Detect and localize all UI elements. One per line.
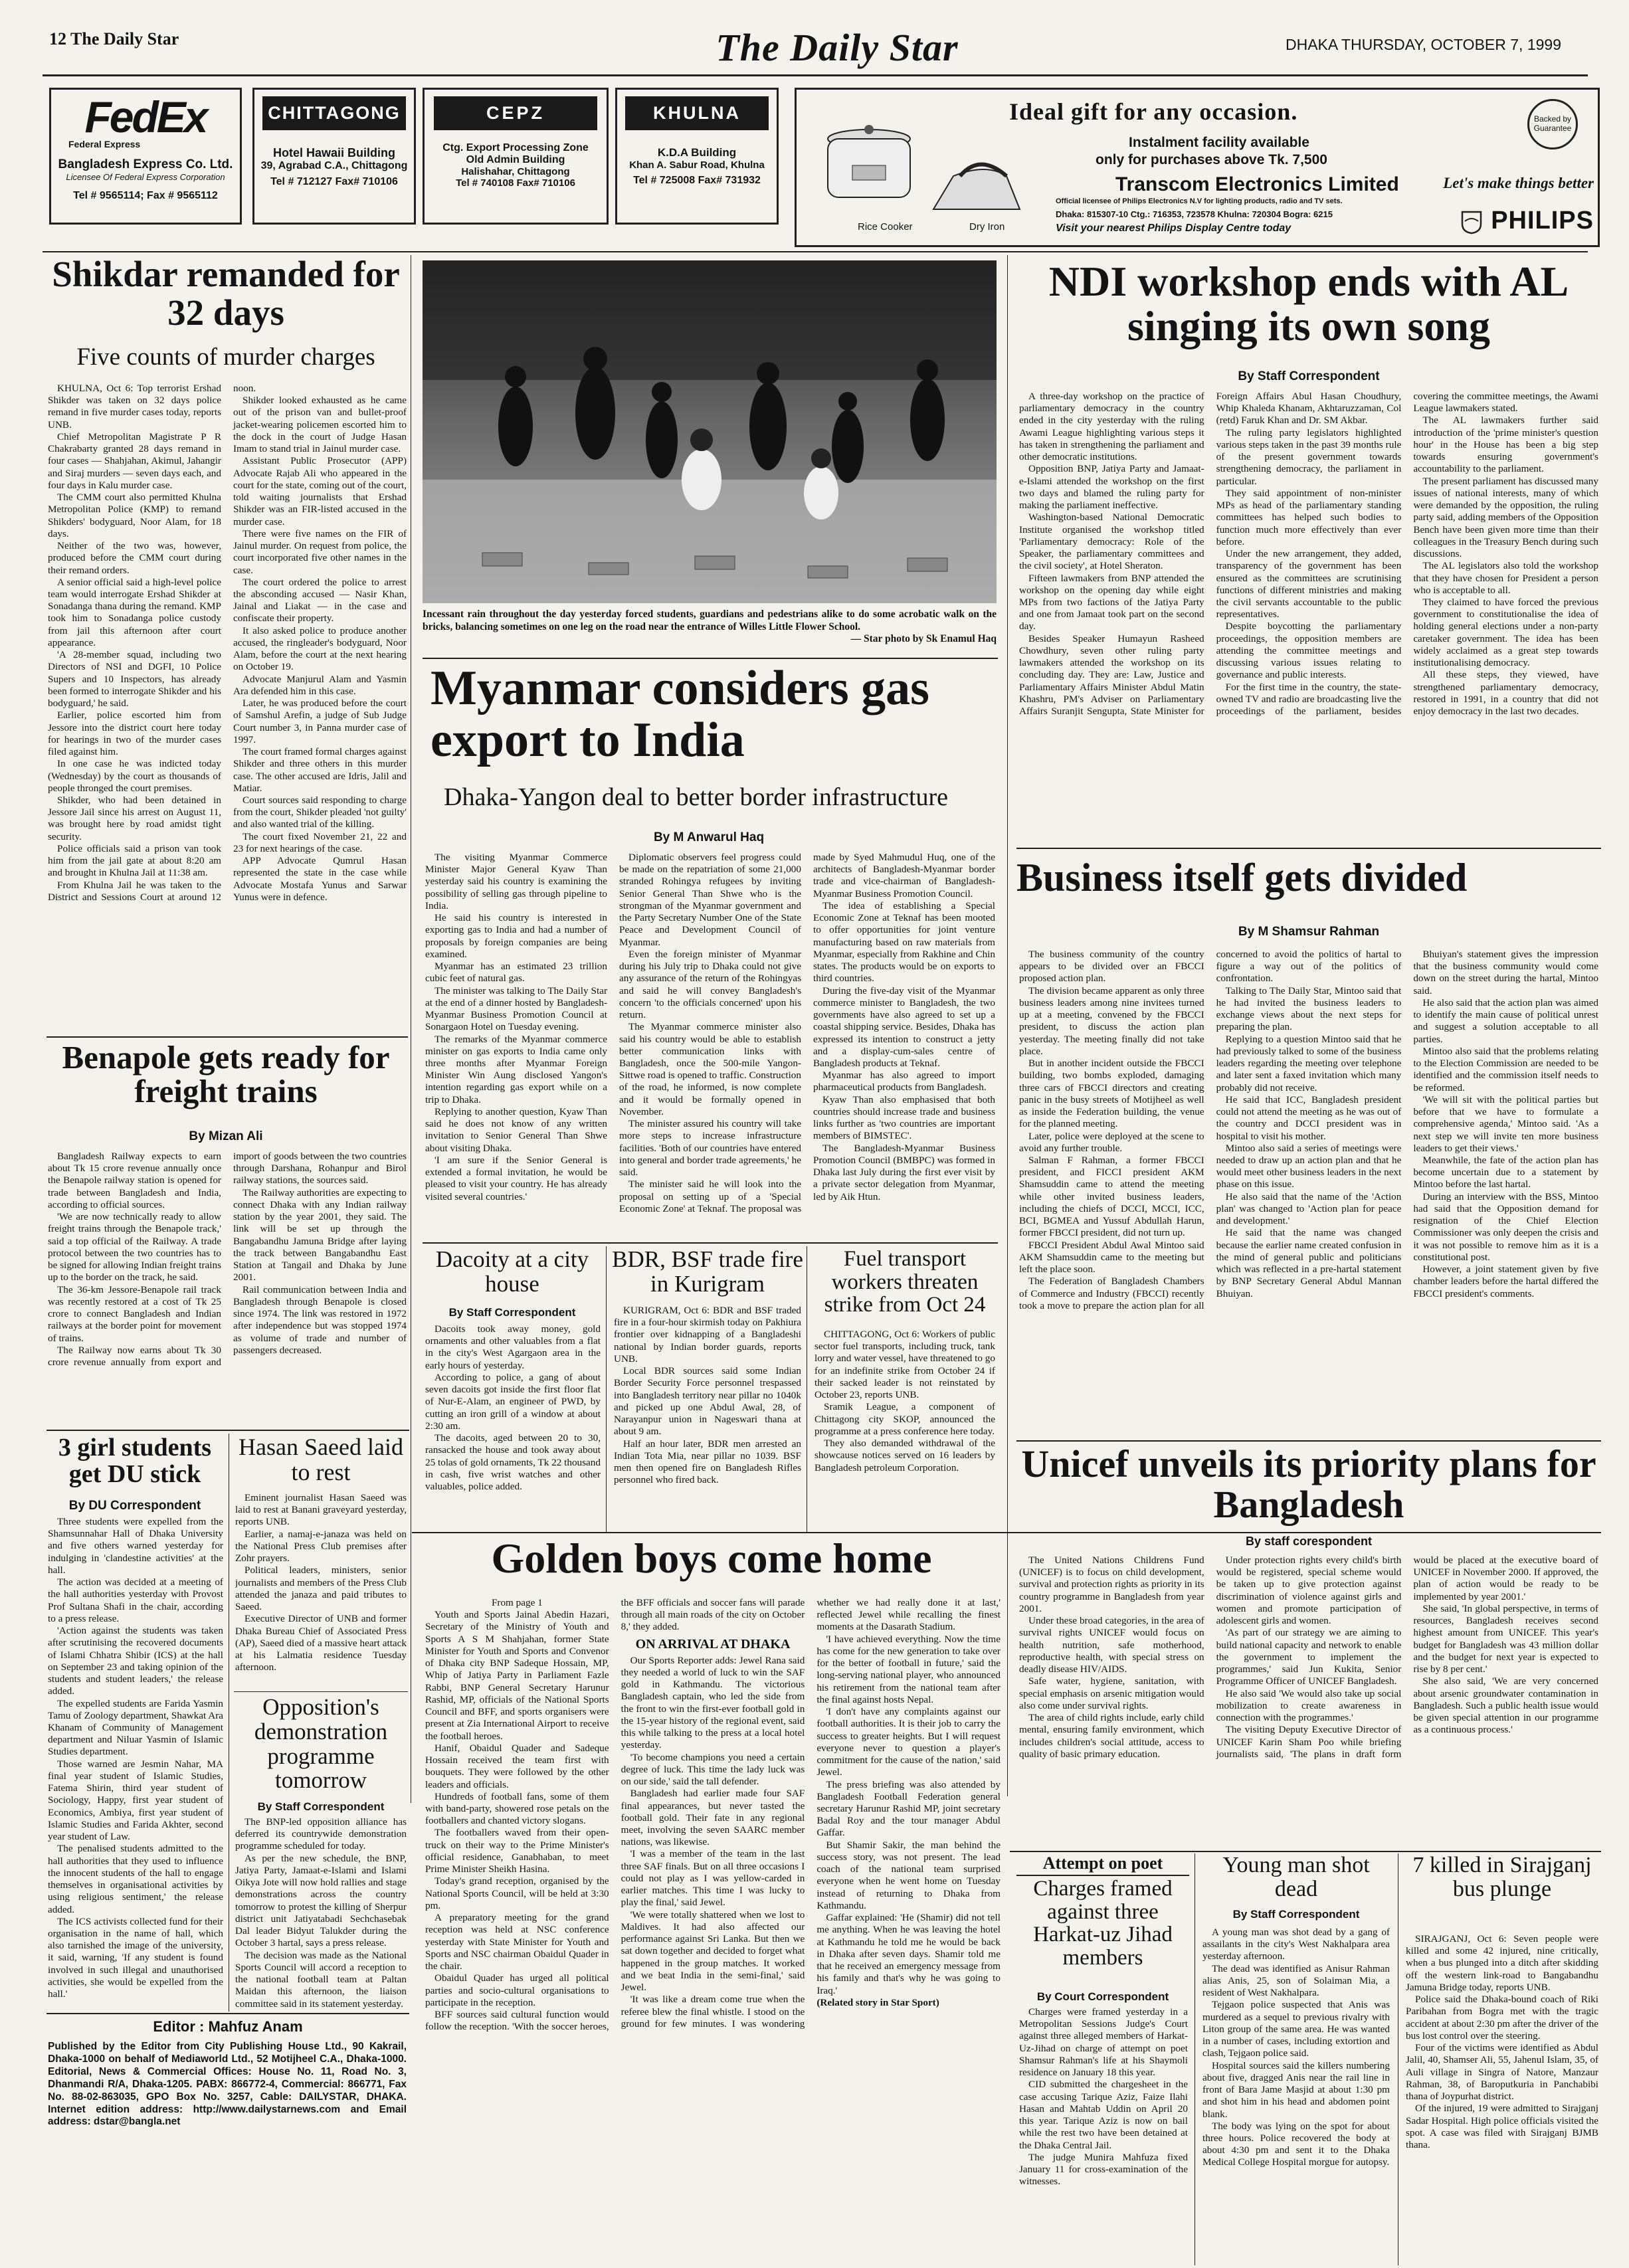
paragraph: Fifteen lawmakers from BNP attended the workshop on the opening day while eight MPs from two factions of the Jatiya Party and one from Jamaat took part on the second day.	[1019, 572, 1204, 632]
business-body	[1019, 949, 1598, 1435]
benapole-headline: Benapole gets ready for freight trains	[62, 1039, 390, 1110]
paragraph: 'We are now technically ready to allow freight trains through the Benapole track,' said a top official of the Railway. A trade protocol between the two countries has to be signed for allowing Indian freight trains up to the border on the track, he said.	[48, 1211, 221, 1283]
paragraph: The BNP-led opposition alliance has deferred its countrywide demonstration programme scheduled for today.	[235, 1816, 407, 1852]
chittagong-address: 39, Agrabad C.A., Chittagong	[260, 160, 408, 171]
paragraph: She also said, 'We are very concerned about arsenic groundwater contamination in Bangladesh. Such a public health issue would be given special attention in our programme as a continuous process.'	[1413, 1675, 1598, 1736]
cepz-line1: Ctg. Export Processing Zone	[442, 142, 589, 153]
paragraph: A young man was shot dead by a gang of assailants in the city's West Nakhalpara area yesterday afternoon.	[1202, 1927, 1390, 1962]
attempt-byline: By Court Correspondent	[1036, 1990, 1169, 2003]
rain-photo	[423, 260, 997, 603]
paragraph: 'We were totally shattered when we lost to Maldives. It had also affected our performance against Sri Lanka. But then we sat down together and decided to forget what happened in the group matches. It worked and we beat India in the semi-final,' said Jewel.	[621, 1909, 805, 1994]
paragraph: The visiting Deputy Executive Director of UNICEF Karin Sham Poo while briefing journalists said, 'The plans in draft form would be placed at the executive board of UNICEF in November 2000. If approved, the plan of action would be ready to be implemented by year 2001.'	[1216, 1555, 1598, 1760]
page-number: 12 The Daily Star	[49, 29, 179, 48]
paragraph: But in another incident outside the FBCCI building, two bombs exploded, damaging three cars of FBCCI directors and creating panic in the busy streets of Motijheel as well as inside the Federation building, the venue for the planned meeting.	[1019, 1058, 1204, 1130]
paragraph: The dead was identified as Anisur Rahman alias Anis, 25, son of Solaiman Mia, a resident of West Nakhalpara.	[1202, 1962, 1390, 1999]
col-sep-2	[1007, 255, 1008, 1796]
paragraph: Replying to a question Mintoo said that he had previously talked to some of the business leaders regarding the meeting over telephone and later sent a faxed invitation which many probably did not receive.	[1216, 1033, 1402, 1093]
paragraph: The 36-km Jessore-Benapole rail track was recently restored at a cost of Tk 25 crore to connect Bangladesh and Indian railways at the border point for movement of trains.	[48, 1283, 221, 1344]
paragraph: Four of the victims were identified as Abdul Jalil, 40, Shamser Ali, 55, Jahenul Islam, 35, of Auli village in Singra of Natore, Manzaur Rahman, 38, of Baroputkuria in Panchabibi thana of Joypurhat district.	[1406, 2042, 1598, 2103]
shikdar-rule	[47, 1036, 408, 1038]
paragraph: He said that ICC, Bangladesh president could not attend the meeting as he was out of the country and DCCI president was in hospital to visit his mother.	[1216, 1093, 1402, 1142]
paragraph: The press briefing was also attended by Bangladesh Football Federation general secretary Harunur Rashid MP, joint secretary Badal Roy and the tour manager Abdul Gaffar.	[816, 1778, 1001, 1839]
paragraph: Political leaders, ministers, senior journalists and members of the Press Club attended the janaza and paid tributes to Saeed.	[235, 1564, 407, 1613]
fedex-licensee: Licensee Of Federal Express Corporation	[66, 172, 225, 182]
paragraph: The footballers waved from their open-truck on their way to the Prime Minister's official residence, Ganabhaban, to meet Prime Minister Sheikh Hasina.	[425, 1827, 609, 1875]
chittagong-building: Hotel Hawaii Building	[272, 146, 395, 159]
paragraph: Diplomatic observers feel progress could be made on the repatriation of some 21,000 stranded Rohingya refugees by inviting Senior General Than Shwe who is the strongman of the Myanmar government and the Party Secretary Number One of the State Peace and Development Council of Myanmar.	[619, 852, 801, 948]
paragraph: However, a joint statement given by five chamber leaders before the hartal differed the FBCCI president's comments.	[1413, 1264, 1598, 1299]
paragraph: Opposition BNP, Jatiya Party and Jamaat-e-Islami attended the workshop on the first two days and blamed the ruling party for making the parliament ineffective.	[1019, 463, 1204, 512]
philips-company: Transcom Electronics Limited	[1115, 173, 1399, 195]
paragraph: Besides Speaker Humayun Rasheed Chowdhury, seven other ruling party lawmakers attended the workshop on its concluding day. They are: Law, Justice and Parliamentary Affairs Minister Abdul Matin Khashru, PM's Adviser on Parliamentary Affairs Suranjit Sengupta, State Minister for Foreign Affairs Abul Hasan Choudhury, Whip Khaleda Khanam, Akhtaruzzaman, Col (retd) Faruk Khan and Dr. SM Akbar.	[1019, 391, 1402, 717]
benapole-rule-left	[47, 1430, 409, 1431]
ndi-rule	[1016, 848, 1601, 849]
paragraph: Assistant Public Prosecutor (APP) Advocate Rajab Ali who appeared in the court for the state, coming out of the court, told waiting journalists that Ershad Shikder was an FIR-listed accused in the murder case.	[233, 455, 407, 527]
paragraph: Those warned are Jesmin Nahar, MA final year student of Islamic Studies, Fatema Shirin, third year student of Sociology, Happy, first year student of Economics, Ambiya, first year student of Islamic Studies and Farida Akhter, second year student of Law.	[48, 1758, 223, 1843]
paragraph: Bhuiyan's statement gives the impression that the business community would come down on the street during the hartal, Mintoo said.	[1413, 949, 1598, 996]
khulna-line1: K.D.A Building	[657, 146, 737, 159]
paragraph: The CMM court also permitted Khulna Metropolitan Police (KMP) to remand Shikders' bodyguard, Noor Alam, for 18 days.	[48, 492, 221, 539]
paragraph: 'As part of our strategy we are aiming to build national capacity and network to enable the government to implement the programmes,' said Jun Kukita, Senior Programme Officer of UNICEF Bangladesh.	[1216, 1627, 1402, 1687]
paragraph: Myanmar has an estimated 23 trillion cubic feet of natural gas.	[425, 961, 607, 985]
imprint-editor: Editor : Mahfuz Anam	[153, 2018, 303, 2035]
paragraph: Bangladesh had earlier made four SAF final appearances, but never tasted the football gold. Their fate in any regional meet, involving the seven SAARC member nations, was likewise.	[621, 1788, 805, 1848]
philips-shield-icon	[1461, 211, 1482, 235]
attempt-body	[1019, 2006, 1188, 2268]
paragraph: Mintoo also said that the problems relating to the Election Commission are needed to be identified and the commission itself needs to be reformed.	[1413, 1045, 1598, 1093]
paragraph: The idea of establishing a Special Economic Zone at Teknaf has been mooted to offer opportunities for joint venture manufacturing based on raw materials from Myanmar, especially from Rakhine and Chin states. The products would be on exports to third countries.	[813, 899, 995, 985]
ads-rule	[43, 251, 1588, 252]
paragraph: The court ordered the police to arrest the absconding accused — Nasir Khan, Jainal and Liakat — in the case and confiscate their property.	[233, 576, 407, 624]
paragraph: Kyaw Than also emphasised that both countries should increase trade and business links further as 'two countries are important members of BIMSTEC'.	[813, 1093, 995, 1142]
paragraph: The Myanmar commerce minister also said his country would be able to establish better communication links with Bangladesh, once the 500-mile Yangon-Sittwe road is opened to traffic. Construction of the road, he informed, is now complete and it would be formally opened in November.	[619, 1021, 801, 1117]
paragraph: KURIGRAM, Oct 6: BDR and BSF traded fire in a four-hour skirmish today on Pakhiura frontier over kidnapping of a Bangladeshi national by Indian border guards, reports UNB.	[614, 1305, 801, 1365]
rain-photo-caption	[423, 609, 997, 646]
paragraph: A preparatory meeting for the grand reception was held at NSC conference yesterday with State Minister for Youth and Sports and NSC chairman Obaidul Quader in the chair.	[425, 1912, 609, 1972]
guarantee-seal	[1527, 99, 1578, 149]
paragraph: Today's grand reception, organised by the National Sports Council, will be held at 3:30 pm.	[425, 1875, 609, 1911]
paragraph: A three-day workshop on the practice of parliamentary democracy in the country ended in the city yesterday with the ruling Awami League highlighting various steps it has taken in strengthening the parliament and other democratic institutions.	[1019, 391, 1204, 463]
paragraph: During an interview with the BSS, Mintoo had said that the Opposition demand for resignation of the Chief Election Commissioner was only deepen the crisis and it was not possible to remove him as it is a constitutional post.	[1413, 1190, 1598, 1263]
du-body	[48, 1516, 223, 2008]
imprint-text: Published by the Editor from City Publishing House Ltd., 90 Kakrail, Dhaka-1000 on behalf of Mediaworld Ltd., 52 Motijheel C.A., Dhaka-1000. Editorial, News & Commercial Offices: House No. 11, Road No. 3, Dhanmandi R/A, Dhaka-1205. PABX: 866772-4, Commercial: 866771, Fax No. 88-02-863035, GPO Box No. 3257, Cable: DAILYSTAR, DHAKA. Internet edition address: http://www.dailystarnews.com and Email address: dstar@bangla.net	[48, 2041, 407, 2128]
business-headline: Business itself gets divided	[1016, 856, 1468, 899]
young-headline: Young man shot dead	[1222, 1853, 1370, 1901]
paragraph: Advocate Manjurul Alam and Yasmin Ara defended him in this case.	[233, 673, 407, 697]
paragraph: The judge Munira Mahfuza fixed January 11 for cross-examination of the witnesses.	[1019, 2151, 1188, 2188]
paragraph: The AL lawmakers further said introduction of the 'prime minister's question hour' in the House has been a big step towards ensuring government's accountability to the parliament.	[1413, 415, 1598, 475]
related-story: (Related story in Star Sport)	[816, 1996, 939, 2008]
paragraph: Sramik League, a component of Chittagong city SKOP, announced the programme at a press conference here today.	[814, 1401, 995, 1437]
paragraph: Under these broad categories, in the area of survival rights UNICEF would focus on health nutrition, safe motherhood, reproductive health, with special stress on deadly disease HIV/AIDS.	[1019, 1615, 1204, 1675]
fedex-ad	[49, 88, 242, 225]
paragraph: Hundreds of football fans, some of them with band-party, showered rose petals on the footballers and chanted victory slogans.	[425, 1790, 609, 1827]
masthead-logo: The Daily Star	[716, 26, 959, 69]
paragraph: Police said the Dhaka-bound coach of Riki Paribahan from Bogra met with the tragic accident at about 2:30 pm after the driver of the bus lost control over the steering.	[1406, 1994, 1598, 2041]
unicef-body	[1019, 1555, 1598, 1847]
paragraph: The action was decided at a meeting of the hall authorities yesterday with Provost Prof Sultana Shafi in the chair, according to a press release.	[48, 1576, 223, 1624]
philips-offer2: only for purchases above Tk. 7,500	[1096, 152, 1327, 167]
paragraph: The United Nations Childrens Fund (UNICEF) is to focus on child development, survival and protection rights as priority in its country programme in Bangladesh from year 2001.	[1019, 1555, 1204, 1614]
paragraph: Dacoits took away money, gold ornaments and other valuables from a flat in the city's West Agargaon area in the early hours of yesterday.	[425, 1323, 601, 1371]
ndi-headline: NDI workshop ends with AL singing its own song	[1048, 258, 1569, 350]
paragraph: The visiting Myanmar Commerce Minister Major General Kyaw Than yesterday said his country is examining the possibility of selling gas through pipeline to India.	[425, 852, 607, 911]
dateline: DHAKA THURSDAY, OCTOBER 7, 1999	[1285, 36, 1561, 53]
rain-photo-credit: — Star photo by Sk Enamul Haq	[850, 633, 997, 645]
subhead: ON ARRIVAL AT DHAKA	[635, 1636, 791, 1652]
rice-cooker-illustration	[813, 119, 925, 212]
paragraph: Later, police were deployed at the scene to avoid any further trouble.	[1019, 1130, 1204, 1154]
paragraph: Despite boycotting the parliamentary proceedings, the opposition members are attending the committee meetings and discussing various issues relating to governance and public interests.	[1216, 620, 1402, 681]
paragraph: Even the foreign minister of Myanmar during his July trip to Dhaka could not give any assurance of the return of the Rohingyas and said he will convey Bangladesh's concern 'to the officials concerned' upon his return.	[619, 948, 801, 1021]
cepz-line2: Old Admin Building	[466, 154, 565, 165]
paragraph: Tejgaon police suspected that Anis was murdered as a sequel to previous rivalry with Liton group of the same area. He was wanted in a number of cases, including extortion and clash, Tejgaon police said.	[1202, 1999, 1390, 2059]
golden-headline: Golden boys come home	[491, 1535, 932, 1582]
paragraph: They said appointment of non-minister MPs as head of the parliamentary standing committees has helped such bodies to function much more effectively than ever before.	[1216, 487, 1402, 547]
benapole-body	[48, 1151, 407, 1426]
paragraph: The present parliament has discussed many issues of national interests, many of which were demanded by the opposition, the ruling party said, adding members of the Opposition Bench have been given more time than their colleagues in the Treasury Bench during such discussions.	[1413, 475, 1598, 560]
paragraph: SIRAJGANJ, Oct 6: Seven people were killed and some 42 injured, nine critically, when a bus plunged into a ditch after skidding off the western link-road to Bangabandhu Jamuna Bridge today, reports UNB.	[1406, 1933, 1598, 1993]
sirajganj-body	[1406, 1933, 1598, 2268]
imprint-rule	[47, 2013, 409, 2014]
fuel-headline: Fuel transport workers threaten strike from Oct 24	[824, 1247, 986, 1317]
dacoity-byline: By Staff Correspondent	[448, 1306, 576, 1319]
opposition-byline: By Staff Correspondent	[257, 1800, 385, 1813]
fedex-company: Bangladesh Express Co. Ltd.	[58, 157, 233, 171]
paragraph: Hospital sources said the killers numbering about five, dragged Anis near the rail line in front of Bara Jame Masjid at about 1:30 pm and shot him in his head and abdomen point blank.	[1202, 2059, 1390, 2120]
paragraph: The court fixed November 21, 22 and 23 for next hearings of the case.	[233, 830, 407, 854]
paragraph: Of the injured, 19 were admitted to Sirajganj Sadar Hospital. High police officials visited the spot. A case was filed with Sirajganj BJMB thana.	[1406, 2103, 1598, 2150]
paragraph: A senior official said a high-level police team would interrogate Ershad Shikder at Sonadanga thana during the remand. KMP took him to Sonadanga police custody from jail this afternoon after court appearance.	[48, 576, 221, 648]
iron-label: Dry Iron	[969, 221, 1005, 233]
ndi-byline: By Staff Correspondent	[1238, 369, 1380, 383]
paragraph: BFF sources said cultural function would follow the reception. 'With the soccer heroes, the BFF officials and soccer fans will parade through all main roads of the city on October 8,' they added.	[425, 1597, 805, 2033]
khulna-line2: Khan A. Sabur Road, Khulna	[629, 159, 765, 171]
hasan-headline: Hasan Saeed laid to rest	[239, 1434, 403, 1485]
paragraph: During the five-day visit of the Myanmar commerce minister to Bangladesh, the two governments have also agreed to set up a coastal shipping service. Besides, Dhaka has expressed its intention to construct a jetty and a display-cum-sales centre of Bangladesh products at Teknaf.	[813, 985, 995, 1069]
iron-illustration	[927, 149, 1026, 223]
myanmar-body	[425, 852, 995, 1238]
paragraph: The Railway authorities are expecting to connect Dhaka with any Indian railway station by the year 2001, they said. The link will be set up through the Bangabandhu Jamuna Bridge after laying the track between Bangabandhu East Station at Tangail and Dhaka by June 2001.	[233, 1186, 407, 1283]
paragraph: Later, he was produced before the court of Samshul Arefin, a judge of Sub Judge Court number 3, in Panna murder case of 1997.	[233, 698, 407, 745]
paragraph: APP Advocate Qumrul Hasan represented the state in the case while Advocate Mostafa Yunus and Sarwar Yunus were in defence.	[233, 855, 407, 903]
paragraph: The remarks of the Myanmar commerce minister on gas exports to India came only three months after Myanmar Foreign Minister Win Aung disclosed Yangon's intention regarding gas export while on a trip to Dhaka.	[425, 1033, 607, 1105]
paragraph: Obaidul Quader has urged all political parties and socio-cultural organisations to participate in the reception.	[425, 1972, 609, 2008]
philips-phones: Dhaka: 815307-10 Ctg.: 716353, 723578 Khulna: 720304 Bogra: 6215	[1056, 209, 1333, 219]
paragraph: There were five names on the FIR of Jainul murder. On request from police, the court incorporated five other names in the case.	[233, 527, 407, 576]
paragraph: 'To become champions you need a certain degree of luck. This time the lady luck was on our side,' said the tall defender.	[621, 1751, 805, 1788]
unicef-headline: Unicef unveils its priority plans for Bangladesh	[1021, 1442, 1596, 1526]
paragraph: Eminent journalist Hasan Saeed was laid to rest at Banani graveyard yesterday, reports UNB.	[235, 1492, 407, 1528]
paragraph: The body was lying on the spot for about three hours. Police recovered the body at about 4:30 pm and sent it to the Dhaka Medical College Hospital morgue for autopsy.	[1202, 2120, 1390, 2168]
paragraph: The minister was talking to The Daily Star at the end of a dinner hosted by Bangladesh-Myanmar Business Promotion Council at Sonargaon Hotel on Tuesday evening.	[425, 985, 607, 1033]
attempt-kicker: Attempt on poet	[1016, 1853, 1189, 1876]
paragraph: He said that the name was changed because the earlier name created confusion in the mind of general public and politicians which was reflected in a pre-hartal statement by BNP Secretary General Abdul Mannan Bhuiyan.	[1216, 1227, 1402, 1299]
guarantee-seal-line2: Guarantee	[1533, 124, 1572, 133]
paragraph: The decision was made as the National Sports Council will accord a reception to the national football team at Paltan Maidan this afternoon, the liaison committee said in its statement yesterday.	[235, 1949, 407, 2009]
paragraph: In one case he was indicted today (Wednesday) by the court as thousands of people thronged the court premises.	[48, 758, 221, 794]
paragraph: The court framed formal charges against Shikder and three others in this murder case. The other accused are Idris, Jalil and Matiar.	[233, 746, 407, 794]
paragraph: They also demanded withdrawal of the showcause notices served on 16 leaders by Bangladesh petroleum Corporation.	[814, 1438, 995, 1473]
rain-photo-caption-text: Incessant rain throughout the day yesterday forced students, guardians and pedestrians alike to do some acrobatic walk on the bricks, balancing sometimes on one leg on the road near the entrance of Willes Little Flower School.	[423, 609, 997, 632]
paragraph: He also said 'We would also take up social mobilization to create awareness in connection with the programmes.'	[1216, 1687, 1402, 1724]
unicef-byline: By staff corespondent	[1245, 1535, 1373, 1548]
paragraph: Half an hour later, BDR men arrested an Indian Tota Mia, near pillar no 1039. BSF men then opened fire on Bangladesh Rifles personnel who fired back.	[614, 1438, 801, 1486]
paragraph: He also said that the name of the 'Action plan' was changed to 'Action plan for peace and development.'	[1216, 1190, 1402, 1227]
khulna-city: KHULNA	[625, 96, 769, 130]
shikdar-subhead: Five counts of murder charges	[76, 343, 375, 371]
philips-ad	[795, 88, 1600, 247]
paragraph: Court sources said responding to charge from the court, Shikder pleaded 'not guilty' and also wanted trial of the killing.	[233, 794, 407, 830]
paragraph: CHITTAGONG, Oct 6: Workers of public sector fuel transports, including truck, tank lorry and water vessel, have threatened to go for an indefinite strike from October 24 if their sacked leader is not reinstated by October 23, reports UNB.	[814, 1329, 995, 1401]
paragraph: According to police, a gang of about seven dacoits got inside the first floor flat of Nur-E-Alam, an engineer of PWD, by cutting an iron grill of a window at about 2:30 am.	[425, 1371, 601, 1432]
paragraph: 'It was like a dream come true when the referee blew the final whistle. I stood on the ground for few minutes. I was wondering whether we had really done it at last,' reflected Jewel while recalling the finest moments at the Dasarath Stadium.	[621, 1597, 1001, 2030]
paragraph: Local BDR sources said some Indian Border Security Force personnel trespassed into Bangladesh territory near pillar no 1040k and picked up one Abdul Awal, 28, of Narayanpur union in Nageswari thana at about 9 am.	[614, 1365, 801, 1438]
paragraph: Rail communication between India and Bangladesh through Benapole is closed since 1974. The link was restored in 1972 after independence but was stopped 1974 as volume of trade and number of passengers decreased.	[233, 1283, 407, 1356]
paragraph: Shikder, who had been detained in Jessore Jail since his arrest on August 11, was brought here by road amidst tight security.	[48, 794, 221, 842]
attempt-headline: Charges framed against three Harkat-uz Jihad members	[1033, 1877, 1173, 1970]
paragraph: Earlier, a namaj-e-janaza was held on the National Press Club premises after Zohr prayers.	[235, 1528, 407, 1564]
paragraph: Under protection rights every child's birth would be registered, special scheme would be taken up to give protection against discrimination of violence against girls and women and promote participation of adolescent girls and women.	[1216, 1555, 1402, 1627]
cepz-ad	[423, 88, 609, 225]
paragraph: The AL legislators also told the workshop that they have chosen for President a person who is acceptable to all.	[1413, 560, 1598, 596]
philips-visit: Visit your nearest Philips Display Centre today	[1056, 223, 1292, 234]
paragraph: Talking to The Daily Star, Mintoo said that he had invited the business leaders to exchange views about the next steps for preparing the plan.	[1216, 985, 1402, 1033]
fedex-tel: Tel # 9565114; Fax # 9565112	[73, 190, 218, 201]
paragraph: Neither of the two was, however, produced before the CMM court during their remand orders.	[48, 540, 221, 576]
paragraph: 'I am sure if the Senior General is extended a formal invitation, he would be pleased to visit your country. He has already visited several countries.'	[425, 1154, 607, 1202]
paragraph: The expelled students are Farida Yasmin Tamu of Zoology department, Shawkat Ara Khanam of Community of Management department and Niluar Yasmin of Islamic Studies department.	[48, 1697, 223, 1758]
paragraph: Hanif, Obaidul Quader and Sadeque Hossain received the team first with bouquets. They were followed by the other leaders and officials.	[425, 1742, 609, 1790]
rice-cooker-label: Rice Cooker	[858, 221, 913, 233]
myanmar-byline: By M Anwarul Haq	[653, 830, 765, 844]
philips-official: Official licensee of Philips Electronics N.V for lighting products, radio and TV sets.	[1056, 197, 1343, 205]
from-page: From page 1	[491, 1597, 543, 1608]
rain-photo-image	[423, 260, 997, 603]
shikdar-headline: Shikdar remanded for 32 days	[52, 254, 400, 333]
philips-slogan: Let's make things better	[1443, 175, 1594, 191]
paragraph: They claimed to have forced the previous government to constitutionalise the idea of holding general elections under a non-party caretaker government. The idea has been widely acclaimed as a great step towards institutionalising democracy.	[1413, 596, 1598, 669]
paragraph: Bangladesh Railway expects to earn about Tk 15 crore revenue annually once the Benapole railway station is opened for trade between Bangladesh and India, according to official sources.	[48, 1151, 221, 1210]
paragraph: He said his country is interested in exporting gas to India and had a number of proposals by foreign companies are being examined.	[425, 912, 607, 960]
benapole-byline: By Mizan Ali	[189, 1129, 263, 1143]
khulna-tel: Tel # 725008 Fax# 731932	[633, 175, 761, 186]
paragraph: Safe water, hygiene, sanitation, with special emphasis on arsenic mitigation would also come under survival rights.	[1019, 1675, 1204, 1711]
paragraph: FBCCI President Abdul Awal Mintoo said AKM Shamsuddin came to the meeting but left the place soon.	[1019, 1239, 1204, 1276]
hasan-rule	[234, 1691, 408, 1692]
paragraph: 'I have achieved everything. Now the time has come for the new generation to take over for the better of football in future,' said the long-serving national player, who announced his retirement from the national team after the final against hosts Nepal.	[816, 1633, 1001, 1705]
paragraph: Replying to another question, Kyaw Than said he does not know of any written invitation to Senior General Than Shwe about visiting Dhaka.	[425, 1105, 607, 1154]
fedex-logo: FedEx	[84, 92, 207, 142]
paragraph: It also asked police to produce another accused, the ringleader's bodyguard, Noor Alam, before the court at the next hearing on October 19.	[233, 624, 407, 673]
khulna-ad	[615, 88, 779, 225]
du-byline: By DU Correspondent	[68, 1499, 201, 1513]
shikdar-body	[48, 383, 407, 1032]
paragraph: For the first time in the country, the state-owned TV and radio are broadcasting live the proceedings of the parliament, besides covering the committee meetings, the Awami League lawmakers stated.	[1216, 391, 1598, 717]
paragraph: Three students were expelled from the Shamsunnahar Hall of Dhaka University and five others warned yesterday for indulging in 'clandestine activities' at the hall.	[48, 1516, 223, 1576]
myanmar-rule	[423, 1242, 998, 1244]
myanmar-headline: Myanmar considers gas export to India	[431, 661, 929, 767]
business-rule	[1016, 1440, 1601, 1442]
paragraph: The ruling party legislators highlighted various steps taken in the past 39 months rule of the present government towards strengthening democracy, the parliament in particular.	[1216, 426, 1402, 487]
paragraph: Youth and Sports Jainal Abedin Hazari, Secretary of the Ministry of Youth and Sports A S M Shahjahan, former State Minister for Youth and Sports and Convenor of Dhaka city BNP Sadeque Hossain, MP, Whip of Jatiya Party in Parliament Fazle Rabbi, BNP General Secretary Harunur Rashid, MP, officials of the National Sports Council and BFF, and sports organisers were present at Zia International Airport to receive the football heroes.	[425, 1609, 609, 1742]
chittagong-city: CHITTAGONG	[262, 96, 406, 130]
paragraph: The area of child rights include, early child mental, ensuring family environment, which includes children's social attitude, access to quality of basic primary education.	[1019, 1712, 1204, 1760]
business-byline: By M Shamsur Rahman	[1238, 925, 1380, 939]
paragraph: The ICS activists collected fund for their organisation in the name of hall, which also tarnished the image of the university, it said, warning, 'If any student is found involved in such illegal and unauthorised activities, she would be expelled from the hall.'	[48, 1915, 223, 2000]
paragraph: Charges were framed yesterday in a Metropolitan Sessions Judge's Court against three alleged members of Harkat-Uz-Jihad on charge of attempt on poet Shamsur Rahman's life at his Shaymoli residence on January 18 this year.	[1019, 2006, 1188, 2079]
philips-logo: PHILIPS	[1491, 207, 1594, 235]
sirajganj-headline: 7 killed in Sirajganj bus plunge	[1412, 1853, 1592, 1901]
golden-top-rule	[412, 1532, 1601, 1533]
cepz-tel: Tel # 740108 Fax# 710106	[456, 177, 575, 189]
paragraph: The minister assured his country will take more steps to increase infrastructure facilities. 'Both of our countries have entered into general and border trade agreements,' he said.	[619, 1118, 801, 1179]
paragraph: Meanwhile, the fate of the action plan has become uncertain due to a statement by Mintoo before the last hartal.	[1413, 1154, 1598, 1190]
paragraph: 'We will sit with the political parties but before that we have to formulate a comprehensive agenda,' Mintoo said. 'As a next step we will invite ten more business leaders to get their views.'	[1413, 1093, 1598, 1154]
paragraph: The Federation of Bangladesh Chambers of Commerce and Industry (FBCCI) recently took a move to prepare the action plan for all concerned to avoid the politics of hartal to figure a way out of the politics of confrontation.	[1019, 949, 1402, 1311]
paragraph: Mintoo also said a series of meetings were needed to draw up an action plan and that he would meet other business leaders in the next phase on this issue.	[1216, 1142, 1402, 1190]
young-byline: By Staff Correspondent	[1232, 1908, 1360, 1921]
paragraph: CID submitted the chargesheet in the case accusing Tarique Aziz, Faize Ilahi Hasan and Mahtab Uddin on April 20 this year. Tarique Aziz is now on bail while the rest two have been detained at the Dhaka Central Jail.	[1019, 2079, 1188, 2151]
philips-headline: Ideal gift for any occasion.	[1009, 98, 1298, 125]
paragraph: From Khulna Jail he was taken to the District and Sessions Court at around 12 noon.	[48, 383, 256, 903]
paragraph: Gaffar explained: 'He (Shamir) did not tell me anything. When he was leaving the hotel at Kathmandu he told me he would be back in Dhaka after seven days. Shamir told me that he received an emergency message from his family and that's why he was going to Iraq.'	[816, 1912, 1001, 1996]
bdr-headline: BDR, BSF trade fire in Kurigram	[612, 1246, 803, 1297]
col-sep-bdr	[606, 1246, 607, 1532]
ndi-body	[1019, 391, 1598, 842]
paragraph: 'I don't have any complaints against our football authorities. It is their job to carry the success to greater heights. But I will request everyone never to question a player's commitment for the cause of the nation,' said Jewel.	[816, 1706, 1001, 1778]
guarantee-seal-line1: Backed by	[1533, 114, 1572, 124]
paragraph: The division became apparent as only three business leaders among nine invitees turned up at a meeting, convened by the FBCCI president, to discuss the action plan yesterday. The meeting finally did not take place.	[1019, 985, 1204, 1057]
paragraph: Myanmar has also agreed to import pharmaceutical products from Bangladesh.	[813, 1070, 995, 1093]
paragraph: Earlier, police escorted him from Jessore into the district court here today for hearings in two of the murder cases filed against him.	[48, 709, 221, 758]
cepz-city: CEPZ	[434, 96, 597, 130]
paragraph: As per the new schedule, the BNP, Jatiya Party, Jamaat-e-Islami and Islami Oikya Jote will now hold rallies and stage demonstrations across the country tomorrow to protest the killing of Sherpur district unit Jatiyatabadi Sechchasebak Dal leader Bidyut Talukder during the October 3 hartal, says a press release.	[235, 1852, 407, 1949]
chittagong-ad	[252, 88, 416, 225]
paragraph: Shikder looked exhausted as he came out of the prison van and bullet-proof jacket-wearing policemen escorted him to the dock in the court of Judge Hasan Imam to stand trial in Jainul murder case.	[233, 395, 407, 455]
dacoity-headline: Dacoity at a city house	[435, 1246, 589, 1297]
golden-body	[425, 1597, 1001, 2268]
paragraph: Chief Metropolitan Magistrate P R Chakrabarty granted 28 days remand in four cases — Shahjahan, Akimul, Jahangir and Siraj murders — seven days each, and four days in Kalu murder case.	[48, 430, 221, 491]
opposition-body	[235, 1816, 407, 2009]
paragraph: 'A 28-member squad, including two Directors of NSI and DGFI, 10 Police Supers and 10 Inspectors, has already been formed to interrogate Shikder and his bodyguard,' he said.	[48, 649, 221, 709]
paragraph: The Bangladesh-Myanmar Business Promotion Council (BMBPC) was formed in Dhaka last July during the first ever visit by a private sector delegation from Myanmar, led by Aik Htun.	[813, 1142, 995, 1202]
paragraph: The minister said he will look into the proposal on setting up of a 'Special Economic Zone' at Teknaf. The proposal was made by Syed Mahmudul Huq, one of the architects of Bangladesh-Myanmar border trade and vice-chairman of Bangladesh-Myanmar Business Promotion Council.	[619, 852, 995, 1214]
paragraph: He also said that the action plan was aimed to identify the main cause of political unrest and suggest a solution acceptable to all parties.	[1413, 996, 1598, 1045]
paragraph: KHULNA, Oct 6: Top terrorist Ershad Shikder was taken on 32 days police remand in five murder cases today, reports UNB.	[48, 383, 221, 430]
fedex-tagline: Federal Express	[68, 139, 141, 149]
paragraph: The dacoits, aged between 20 to 30, ransacked the house and took away about 25 tolas of gold ornaments, Tk 22 thousand in cash, five wrist watches and other valuables, police added.	[425, 1432, 601, 1493]
chittagong-tel: Tel # 712127 Fax# 710106	[270, 176, 398, 187]
masthead-rule	[43, 74, 1588, 76]
hasan-body	[235, 1492, 407, 1689]
paragraph: But Shamir Sakir, the man behind the success story, was not present. The lead coach of the national team surprised everyone when he went home on Tuesday instead of returning to Dhaka from Kathmandu.	[816, 1839, 1001, 1911]
paragraph: Executive Director of UNB and former Dhaka Bureau Chief of Associated Press (AP), Saeed died of a massive heart attack at his Lalmatia residence Tuesday afternoon.	[235, 1613, 407, 1673]
dacoity-body	[425, 1323, 601, 1528]
paragraph: Salman F Rahman, a former FBCCI president, and FICCI president AKM Shamsuddin came to attend the meeting while other invited business leaders, including the chiefs of DCCI, MCCI, ICC, BCI, BGMEA and Yussuf Abdullah Harun, former FBCCI president, did not turn up.	[1019, 1154, 1204, 1239]
photo-rule	[423, 658, 998, 659]
paragraph: Our Sports Reporter adds: Jewel Rana said they needed a world of luck to win the SAF gold in Kathmandu. The victorious Bangladesh captain, who led the side from the front to win the first-ever football gold in the 15-year history of the regional event, said this while talking to the press at a local hotel yesterday.	[621, 1654, 805, 1751]
opposition-headline: Opposition's demonstration programme tomorrow	[254, 1694, 388, 1794]
paragraph: The penalised students admitted to the hall authorities that they used to influence the innocent students of the hall to engage themselves in organisational activities by using religious sentiment,' the release added.	[48, 1843, 223, 1915]
paragraph: The Railway now earns about Tk 30 crore revenue annually from export and import of goods between the two countries through Darshana, Rohanpur and Birol railway stations, the sources said.	[48, 1151, 407, 1368]
unicef-rule	[1010, 1851, 1601, 1852]
paragraph: 'Action against the students was taken after scrutinising the recovered documents of Islami Chhatra Shibir (ICS) at the hall on September 23 and taking opinion of the students and student leaders,' the release added.	[48, 1625, 223, 1697]
cepz-line3: Halishahar, Chittagong	[461, 166, 570, 177]
paragraph: Under the new arrangement, they added, transparency of the government has been ensured as the committees are scrutinising functions of different ministries and making the civil servants accountable to the public representatives.	[1216, 548, 1402, 620]
paragraph: Washington-based National Democratic Institute organised the workshop titled 'Parliamentary democracy: Role of the Speaker, the parliamentary committees and the civil society', at Hotel Sheraton.	[1019, 512, 1204, 572]
du-headline: 3 girl students get DU stick	[58, 1434, 212, 1488]
paragraph: Police officials said a prison van took him from the jail gate at about 8:20 am and brought in Khulna Jail at 11:38 am.	[48, 842, 221, 879]
paragraph: The business community of the country appears to be divided over an FBCCI proposed action plan.	[1019, 949, 1204, 985]
fuel-body	[814, 1329, 995, 1528]
bdr-body	[614, 1305, 801, 1528]
myanmar-subhead: Dhaka-Yangon deal to better border infrastructure	[444, 783, 949, 811]
paragraph: 'I was a member of the team in the last three SAF finals. But on all three occasions I could not play as I was yellow-carded in earlier matches. This time I was lucky to play the final,' said Jewel.	[621, 1848, 805, 1909]
philips-offer1: Instalment facility available	[1129, 135, 1309, 150]
young-body	[1202, 1927, 1390, 2268]
paragraph: She said, 'In global perspective, in terms of resources, Bangladesh receives second highest amount from UNICEF. This year's budget for Bangladesh was 43 million dollar and the budget for next year is expected to rise by 8 per cent.'	[1413, 1602, 1598, 1675]
paragraph: All these steps, they viewed, have strengthened parliamentary democracy, restored in 1991, in a country that did not enjoy democracy in the last two decades.	[1413, 669, 1598, 717]
